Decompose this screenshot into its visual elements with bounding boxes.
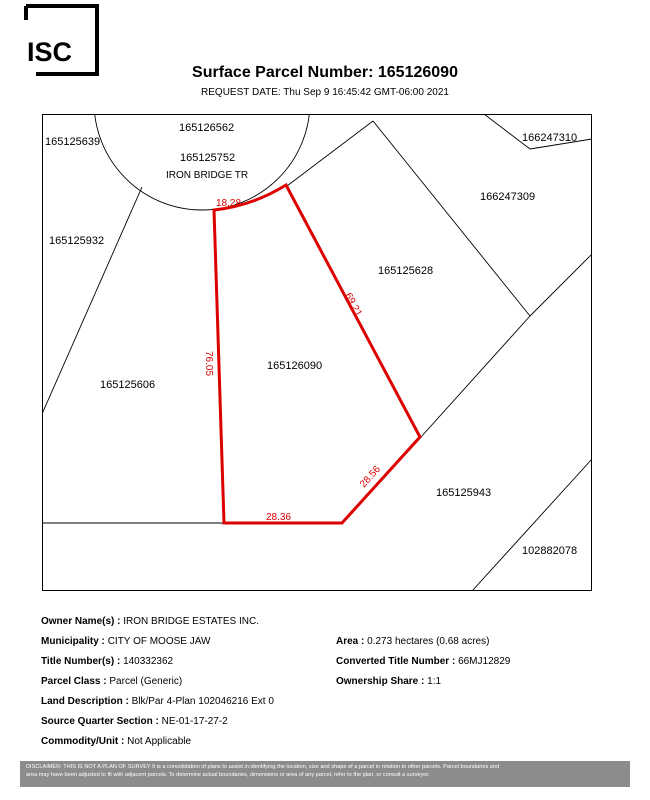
area-row [336, 636, 489, 647]
parcel-label: 102882078 [522, 545, 578, 557]
ownership-share-value: 1:1 [427, 676, 442, 687]
source-quarter-value: NE-01-17-27-2 [161, 716, 228, 727]
commodity-value: Not Applicable [127, 736, 192, 747]
parcel-class-row [41, 676, 182, 687]
parcel-label: 165125639 [45, 136, 101, 148]
converted-title-label: Converted Title Number : [336, 656, 456, 667]
parcel-label: 165126562 [179, 122, 235, 134]
parcel-label: 166247309 [480, 191, 536, 203]
street-label: IRON BRIDGE TR [166, 170, 249, 181]
disclaimer-line: DISCLAIMER: THIS IS NOT A PLAN OF SURVEY It is a consolidation of plans to assist in identifying the location, size and shape of a parcel in relation to other parcels. Parcel boundaries and [26, 764, 500, 770]
isc-logo-text: ISC [27, 37, 73, 67]
parcel-label: 165125606 [100, 379, 156, 391]
converted-title-row [336, 656, 510, 667]
parcel-label: 165125628 [378, 265, 434, 277]
dimension-label-right: 69.21 [342, 291, 364, 319]
dimension-label-top: 18.28 [216, 198, 242, 209]
parcel-label: 166247310 [522, 132, 578, 144]
disclaimer-line: area may have been adjusted to fit with adjacent parcels. To determine actual boundaries, dimensions or area of any parcel, refer to the plan, or consult a surveyor. [26, 772, 430, 778]
title-number-label: Title Number(s) : [41, 656, 121, 667]
parcel-class-value: Parcel (Generic) [109, 676, 183, 687]
map-frame [43, 115, 592, 591]
commodity-row [41, 736, 191, 747]
request-date: REQUEST DATE: Thu Sep 9 16:45:42 GMT-06:00 2021 [201, 87, 449, 98]
commodity-label: Commodity/Unit : [41, 736, 125, 747]
dimension-label-bottom: 28.36 [266, 512, 292, 523]
parcel-label: 165125943 [436, 487, 492, 499]
owner-row [41, 616, 259, 627]
parcel-plan-map [42, 114, 592, 591]
parcel-label: 165125932 [49, 235, 105, 247]
page-title: Surface Parcel Number: 165126090 [192, 64, 458, 81]
ownership-share-label: Ownership Share : [336, 676, 425, 687]
municipality-label: Municipality : [41, 636, 105, 647]
source-quarter-label: Source Quarter Section : [41, 716, 159, 727]
area-label: Area : [336, 636, 365, 647]
parcel-label: 165125752 [180, 152, 236, 164]
dimension-label-bottom-right: 28.56 [358, 464, 383, 491]
parcel-class-label: Parcel Class : [41, 676, 107, 687]
disclaimer-banner [20, 761, 630, 787]
title-number-value: 140332362 [123, 656, 174, 667]
land-description-row [41, 696, 274, 707]
dimension-label-left: 76.05 [203, 351, 214, 377]
source-quarter-row [41, 716, 228, 727]
land-description-value: Blk/Par 4-Plan 102046216 Ext 0 [131, 696, 274, 707]
municipality-row [41, 636, 210, 647]
ownership-share-row [336, 676, 441, 687]
area-value: 0.273 hectares (0.68 acres) [367, 636, 490, 647]
owner-value: IRON BRIDGE ESTATES INC. [123, 616, 260, 627]
parcel-label: 165126090 [267, 360, 323, 372]
title-number-row [41, 656, 173, 667]
converted-title-value: 66MJ12829 [458, 656, 511, 667]
municipality-value: CITY OF MOOSE JAW [107, 636, 211, 647]
land-description-label: Land Description : [41, 696, 129, 707]
owner-label: Owner Name(s) : [41, 616, 121, 627]
